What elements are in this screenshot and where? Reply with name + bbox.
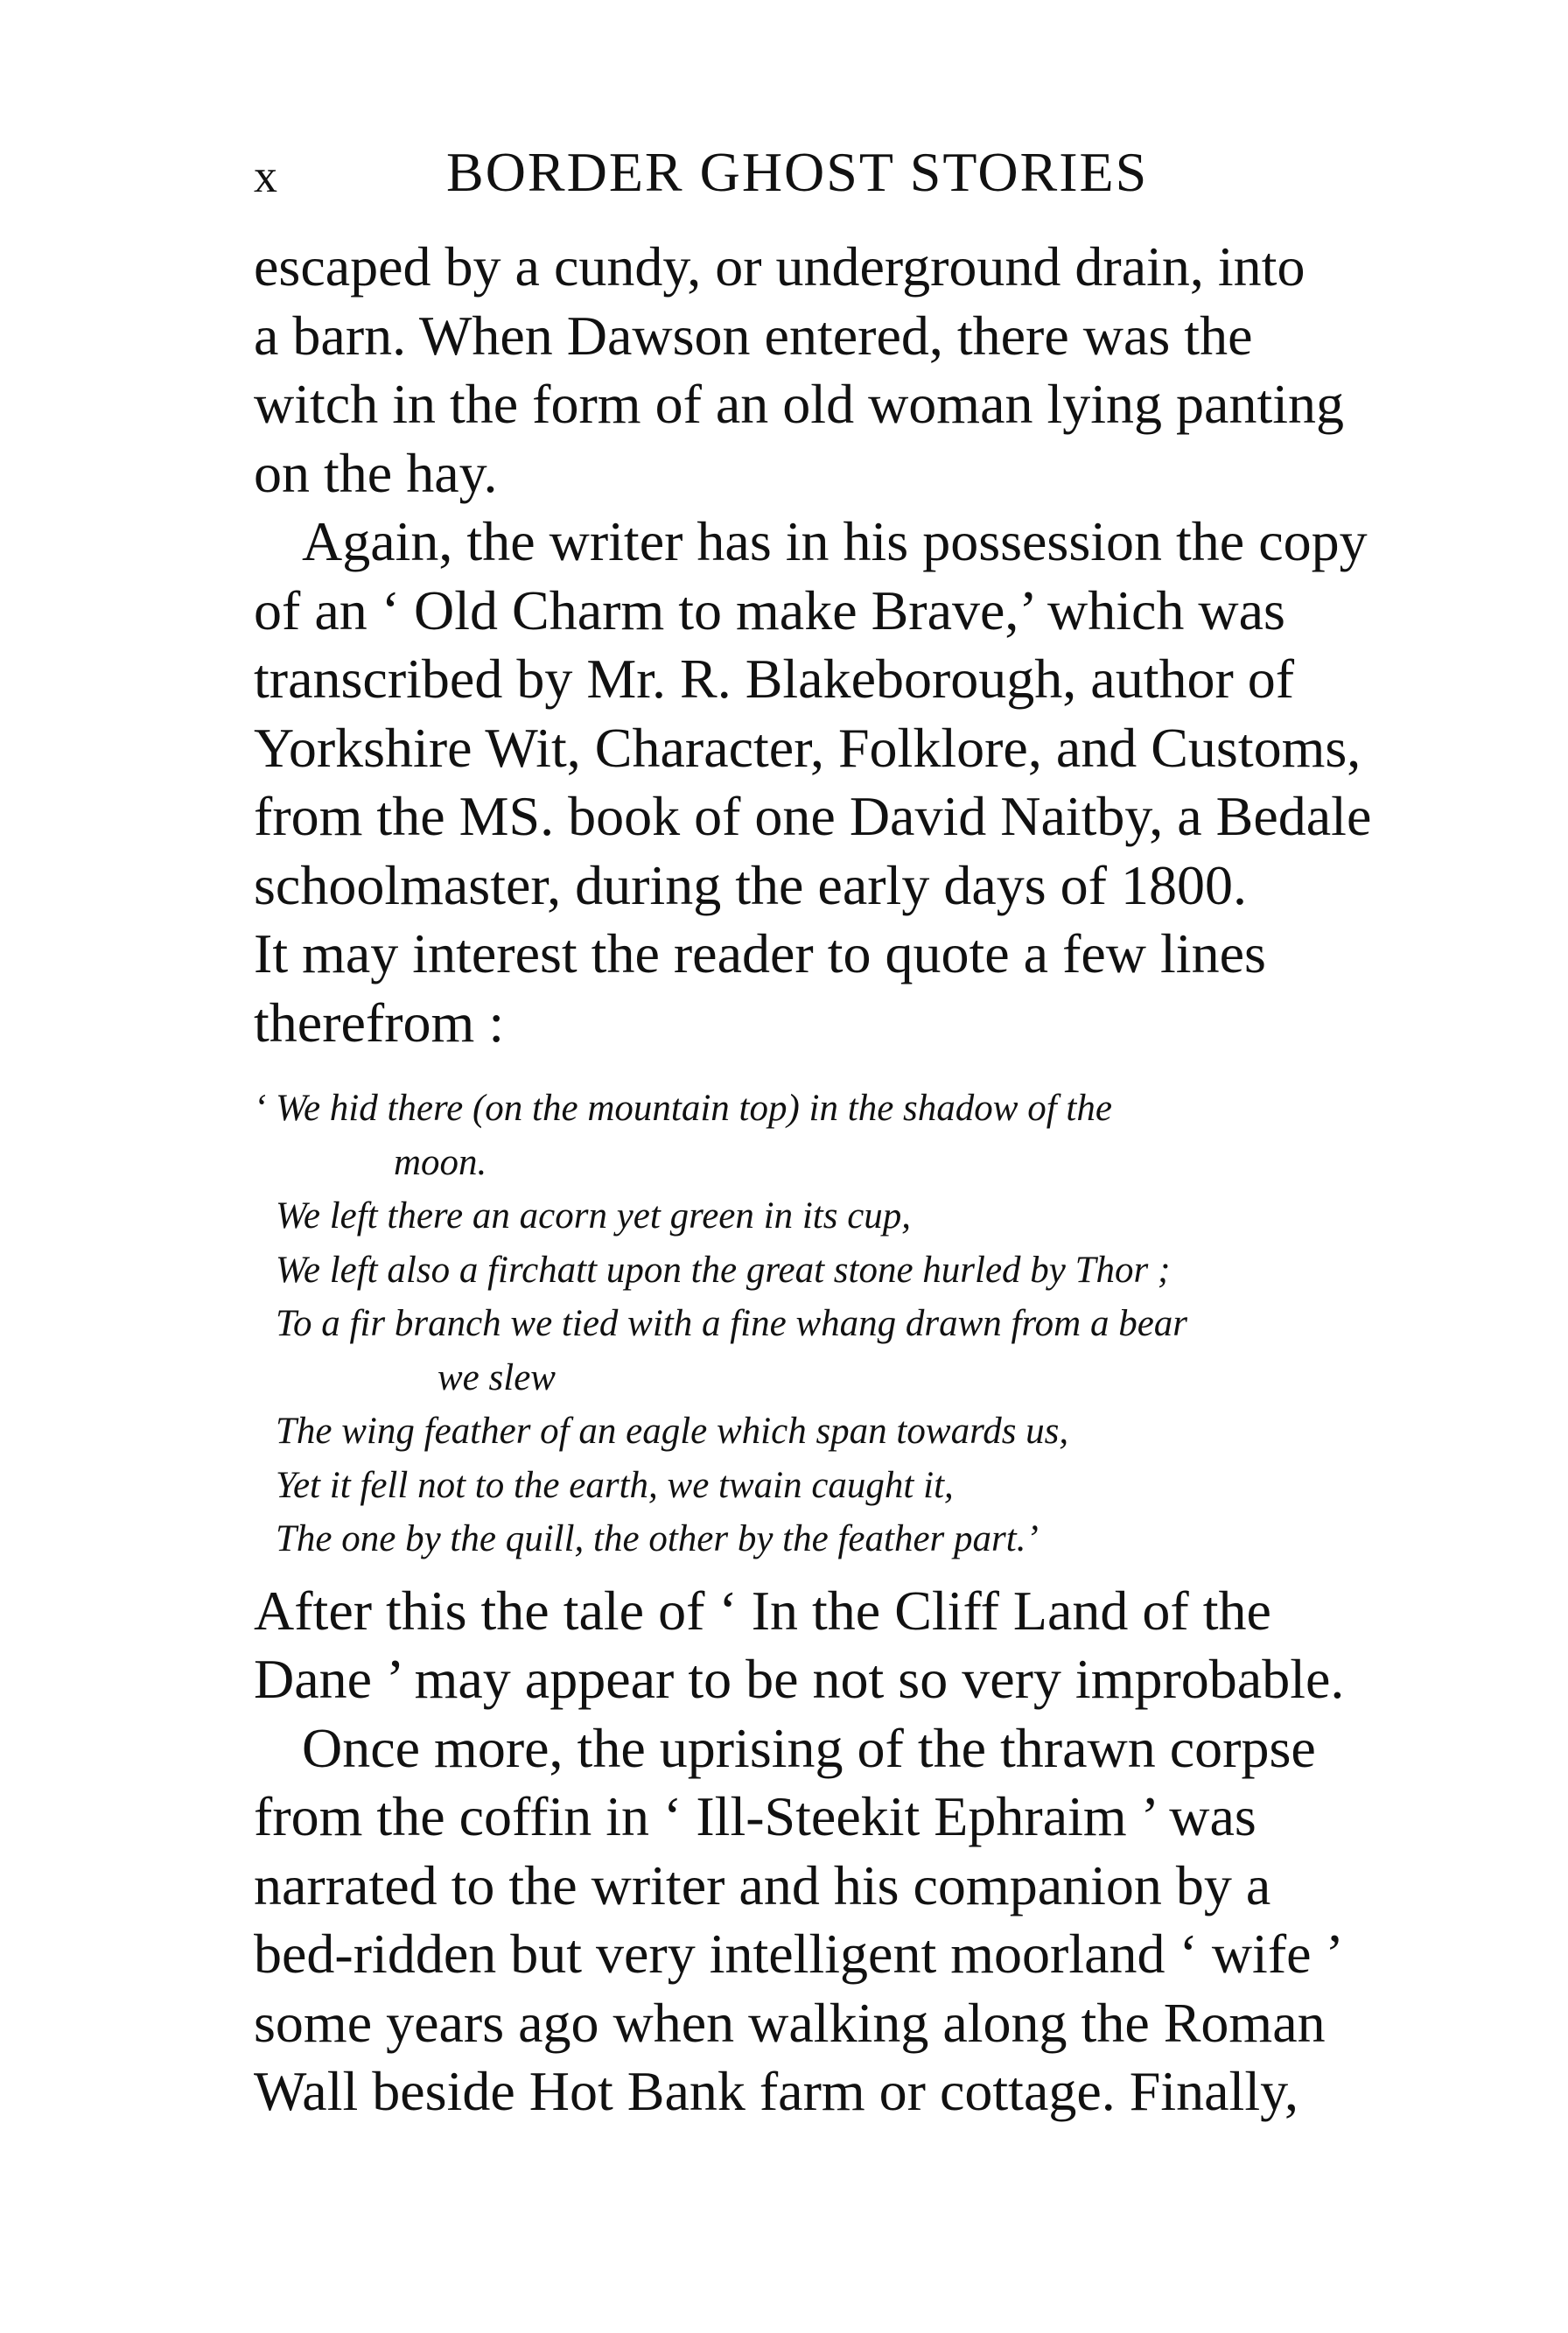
- verse-line: [276, 1459, 1418, 1513]
- body-text-continued: [254, 1577, 1418, 2126]
- verse-line: [276, 1512, 1418, 1566]
- charm-verse: [254, 1082, 1418, 1566]
- paragraph-old-charm: Again, the writer has in his possession the copy of an ‘ Old Charm to make Brave,’ which was transcribed by Mr. R. Blakeborough, author of Yorkshire Wit, Character, Folklore, and Customs, from the MS. book of one David Naitby, a Bedale schoolmaster, during the early days of 1800. It may interest the reader to quote a few lines therefrom :: [254, 510, 1372, 1054]
- verse-line-text: Yet it fell not to the earth, we twain caught it,: [276, 1464, 954, 1506]
- verse-line: [276, 1297, 1418, 1405]
- paragraph-ill-steekit-ephraim: Once more, the uprising of the thrawn corpse from the coffin in ‘ Ill-Steekit Ephraim ’ was narrated to the writer and his companion by a bed-ridden but very intelligent moorland ‘ wife ’ some years ago when walking along the Roman Wall beside Hot Bank farm or cottage. Finally,: [254, 1716, 1344, 2122]
- verse-line: [254, 1082, 1418, 1189]
- running-title: BORDER GHOST STORIES: [446, 141, 1149, 203]
- paragraph-escaped-by-cundy: escaped by a cundy, or underground drain, into a barn. When Dawson entered, there was the witch in the form of an old woman lying panting on the hay.: [254, 235, 1344, 504]
- book-page: [254, 131, 1418, 2126]
- verse-line-continuation: we slew: [438, 1356, 556, 1398]
- verse-line: [276, 1405, 1418, 1459]
- body-text: [254, 233, 1418, 1057]
- verse-line-text: We left there an acorn yet green in its cup,: [276, 1195, 912, 1237]
- running-head: [254, 131, 1418, 228]
- verse-line-text: ‘ We hid there (on the mountain top) in the shadow of the: [254, 1088, 1112, 1129]
- verse-line-text: The one by the quill, the other by the feather part.’: [276, 1518, 1039, 1559]
- verse-line-continuation: moon.: [394, 1141, 487, 1183]
- paragraph-cliff-land: After this the tale of ‘ In the Cliff Land of the Dane ’ may appear to be not so very improbable.: [254, 1579, 1345, 1710]
- verse-line-text: To a fir branch we tied with a fine whang drawn from a bear: [276, 1303, 1188, 1344]
- page-number: x: [254, 150, 278, 202]
- verse-line-text: We left also a firchatt upon the great stone hurled by Thor ;: [276, 1249, 1171, 1291]
- verse-line-text: The wing feather of an eagle which span towards us,: [276, 1411, 1069, 1452]
- verse-line: [276, 1244, 1418, 1298]
- verse-line: [276, 1189, 1418, 1244]
